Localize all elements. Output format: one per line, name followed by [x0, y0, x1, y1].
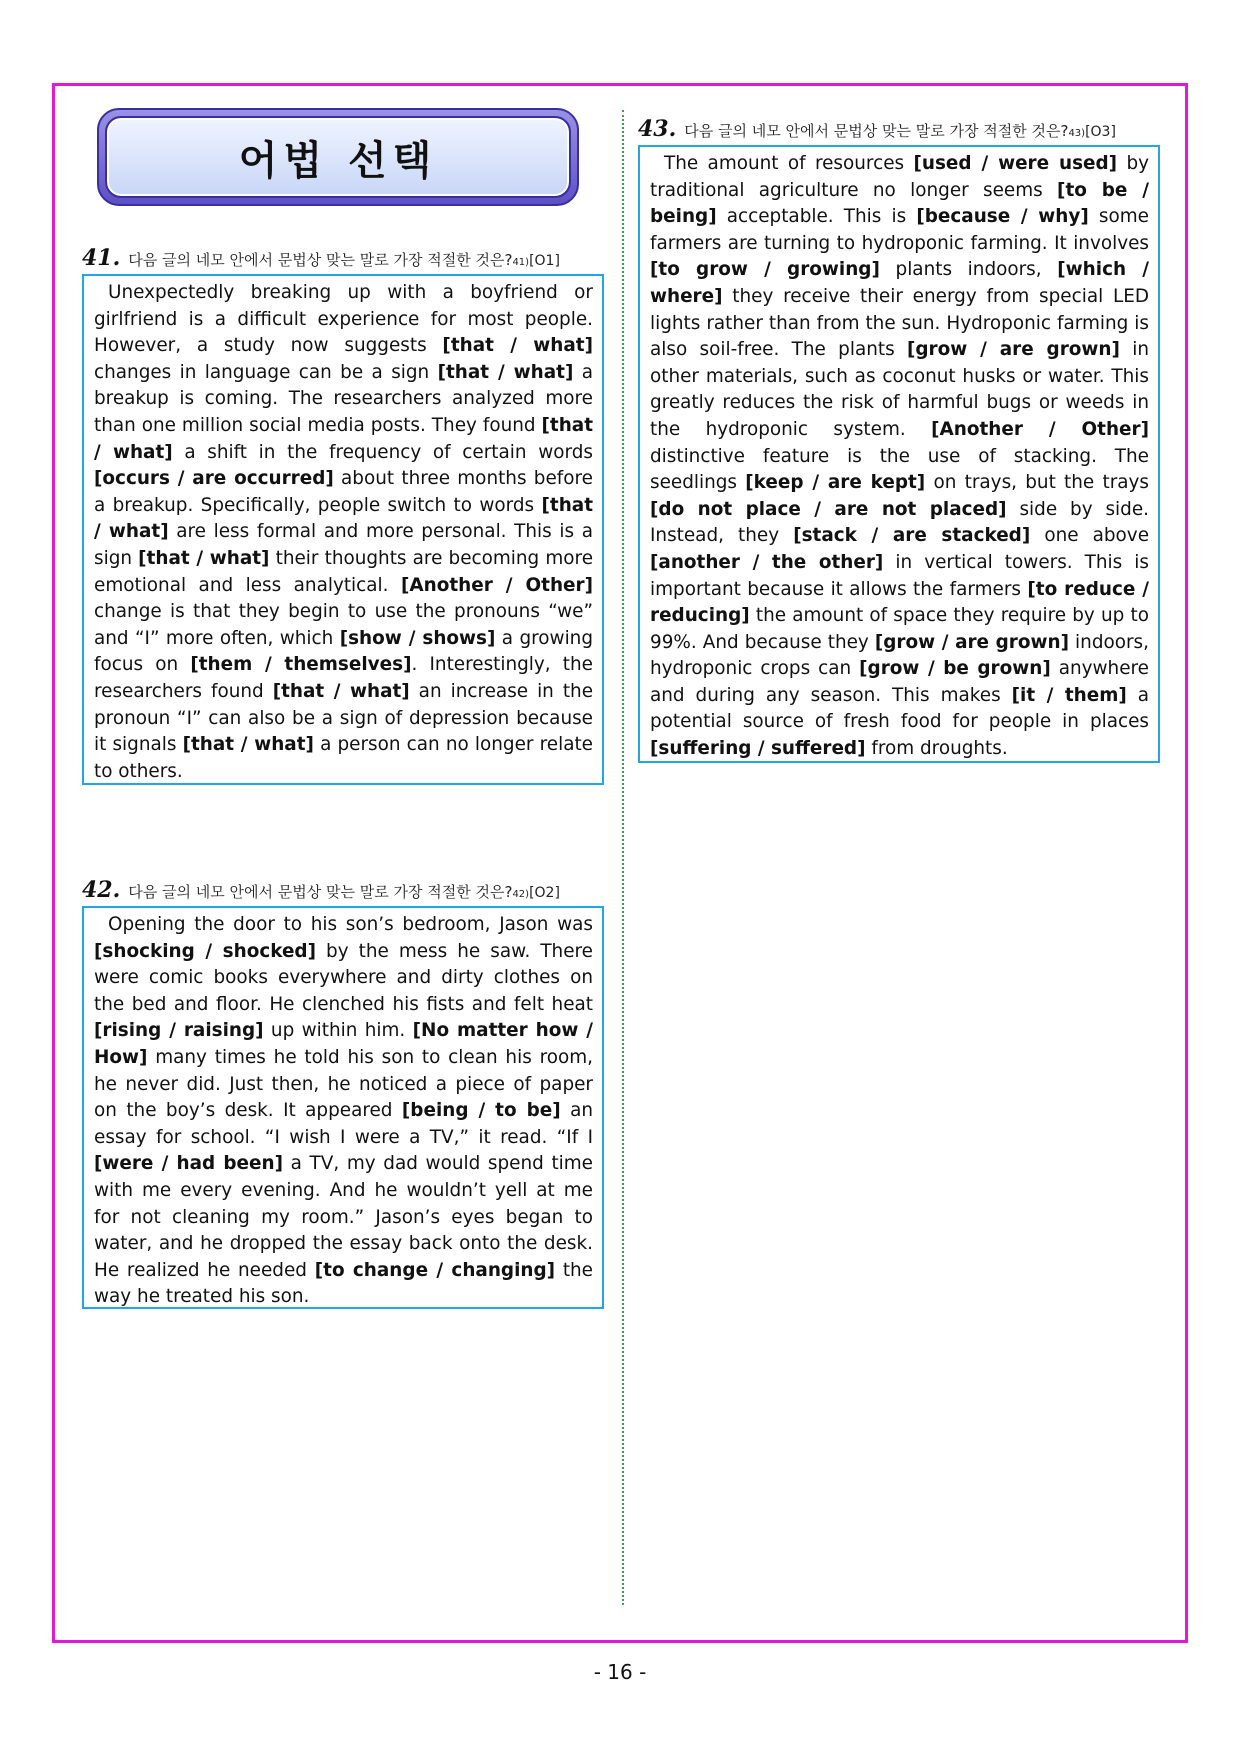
passage-text: from droughts. — [865, 738, 1008, 760]
passage-text: some farmers are turning to hydroponic farming. It involves — [650, 206, 1149, 254]
passage-text: by traditional agriculture no longer seems — [650, 153, 1150, 201]
grammar-choice: [stack / are stacked] — [793, 525, 1031, 547]
passage-41 — [82, 274, 604, 785]
grammar-choice: [it / them] — [1011, 684, 1127, 706]
grammar-choice: [being / to be] — [401, 1100, 561, 1122]
grammar-choice: [to reduce / reducing] — [650, 578, 1149, 627]
grammar-choice: [No matter how / How] — [94, 1020, 593, 1068]
grammar-choice: [that / what] — [437, 361, 574, 383]
passage-text: in vertical towers. This is important because it allows the farmers — [650, 551, 1149, 600]
passage-text: changes in language can be a sign — [94, 361, 438, 383]
section-title-inner — [107, 118, 569, 196]
question-instruction: 다음 글의 네모 안에서 문법상 맞는 말로 가장 적절한 것은? — [128, 251, 513, 269]
grammar-choice: [were / had been] — [94, 1153, 283, 1175]
passage-text: their thoughts are becoming more emotional and less analytical. — [94, 547, 594, 596]
passage-text: indoors, hydroponic crops can — [650, 631, 1149, 680]
passage-text: a potential source of fresh food for people in places — [650, 684, 1150, 733]
passage-text: Unexpectedly breaking up with a boyfriend or girlfriend is a difficult experience for most people. However, a study now suggests — [94, 282, 593, 357]
passage-text: acceptable. This is — [716, 206, 917, 228]
question-number: 41. — [82, 245, 121, 271]
passage-text: plants indoors, — [879, 259, 1058, 281]
question-footnote: 43) — [1068, 128, 1086, 139]
grammar-choice: [to be / being] — [650, 179, 1149, 228]
passage-text: change is that they begin to use the pronouns “we” and “I” more often, which — [94, 601, 593, 649]
grammar-choice: [that / what] — [182, 734, 314, 756]
passage-text: a TV, my dad would spend time with me every evening. And he wouldn’t yell at me for not cleaning my room.” Jason’s eyes began to water, and he dropped the essay back onto the desk. He realized he needed — [94, 1153, 593, 1281]
question-instruction: 다음 글의 네모 안에서 문법상 맞는 말로 가장 적절한 것은? — [128, 883, 513, 901]
column-divider — [622, 110, 624, 1605]
passage-text: up within him. — [263, 1020, 413, 1042]
grammar-choice: [show / shows] — [339, 627, 496, 649]
grammar-choice: [suffering / suffered] — [650, 738, 866, 760]
passage-text: many times he told his son to clean his room, he never did. Just then, he noticed a piece of paper on the boy’s desk. It appeared — [94, 1046, 593, 1122]
grammar-choice: [that / what] — [94, 414, 593, 463]
grammar-choice: [that / what] — [442, 335, 593, 357]
passage-text: a growing focus on — [94, 627, 594, 676]
passage-text: on trays, but the trays — [925, 472, 1149, 494]
section-title: 어법 선택 — [238, 137, 438, 184]
passage-text: the amount of space they require by up to 99%. And because they — [650, 605, 1149, 653]
grammar-choice: [rising / raising] — [94, 1020, 264, 1042]
passage-text: Opening the door to his son’s bedroom, Jason was — [108, 914, 593, 935]
question-code: [O1] — [529, 253, 560, 269]
passage-text: one above — [1030, 525, 1150, 547]
grammar-choice: [them / themselves] — [190, 654, 412, 676]
passage-text: an increase in the pronoun “I” can also be a sign of depression because it signals — [94, 680, 594, 756]
grammar-choice: [do not place / are not placed] — [650, 498, 1007, 520]
grammar-choice: [that / what] — [138, 547, 270, 569]
grammar-choice: [which / where] — [650, 259, 1149, 307]
question-instruction: 다음 글의 네모 안에서 문법상 맞는 말로 가장 적절한 것은? — [684, 122, 1069, 140]
passage-text: a shift in the frequency of certain words — [172, 441, 593, 463]
grammar-choice: [another / the other] — [650, 551, 884, 573]
passage-text: . Interestingly, the researchers found — [94, 654, 593, 702]
passage-text: in other materials, such as coconut husks or water. This greatly reduces the risk of harmful bugs or weeds in the hydroponic system. — [650, 339, 1149, 440]
grammar-choice: [that / what] — [94, 494, 593, 543]
question-number: 43. — [638, 116, 677, 142]
grammar-choice: [to change / changing] — [314, 1259, 556, 1281]
grammar-choice: [that / what] — [272, 680, 410, 702]
passage-text: are less formal and more personal. This is a sign — [94, 521, 593, 569]
grammar-choice: [grow / are grown] — [874, 631, 1069, 653]
passage-text: about three months before a breakup. Specifically, people switch to words — [94, 468, 593, 516]
question-code: [O2] — [529, 885, 560, 901]
passage-text: by the mess he saw. There were comic books everywhere and dirty clothes on the bed and floor. He clenched his fists and felt heat — [94, 940, 593, 1015]
grammar-choice: [because / why] — [916, 206, 1089, 228]
passage-text: a person can no longer relate to others. — [94, 734, 594, 782]
question-41-header — [82, 245, 560, 271]
question-number: 42. — [82, 877, 121, 903]
passage-text: anywhere and during any season. This makes — [650, 658, 1149, 706]
grammar-choice: [keep / are kept] — [745, 472, 926, 494]
question-footnote: 41) — [512, 257, 530, 268]
passage-43 — [638, 145, 1160, 763]
passage-text: distinctive feature is the use of stacking. The seedlings — [650, 445, 1149, 494]
grammar-choice: [occurs / are occurred] — [94, 468, 334, 490]
passage-42 — [82, 906, 604, 1309]
page-number: - 16 - — [593, 1660, 647, 1684]
question-42-header — [82, 877, 560, 903]
passage-text: The amount of resources — [664, 153, 914, 174]
grammar-choice: [to grow / growing] — [650, 259, 880, 281]
grammar-choice: [grow / be grown] — [859, 658, 1051, 680]
question-43-header — [638, 116, 1116, 142]
passage-text: they receive their energy from special LED lights rather than from the sun. Hydroponic farming is also soil-free. The plants — [650, 285, 1149, 361]
section-title-badge — [97, 108, 579, 206]
passage-text: a breakup is coming. The researchers analyzed more than one million social media posts. They found — [94, 361, 594, 436]
question-code: [O3] — [1085, 124, 1116, 140]
grammar-choice: [Another / Other] — [400, 574, 593, 596]
passage-text: the way he treated his son. — [94, 1259, 593, 1308]
grammar-choice: [used / were used] — [913, 153, 1118, 174]
grammar-choice: [grow / are grown] — [906, 339, 1120, 361]
grammar-choice: [shocking / shocked] — [94, 940, 317, 962]
grammar-choice: [Another / Other] — [931, 418, 1149, 440]
passage-text: an essay for school. “I wish I were a TV,” it read. “If I — [94, 1100, 593, 1148]
question-footnote: 42) — [512, 889, 530, 900]
passage-text: side by side. Instead, they — [650, 498, 1149, 547]
